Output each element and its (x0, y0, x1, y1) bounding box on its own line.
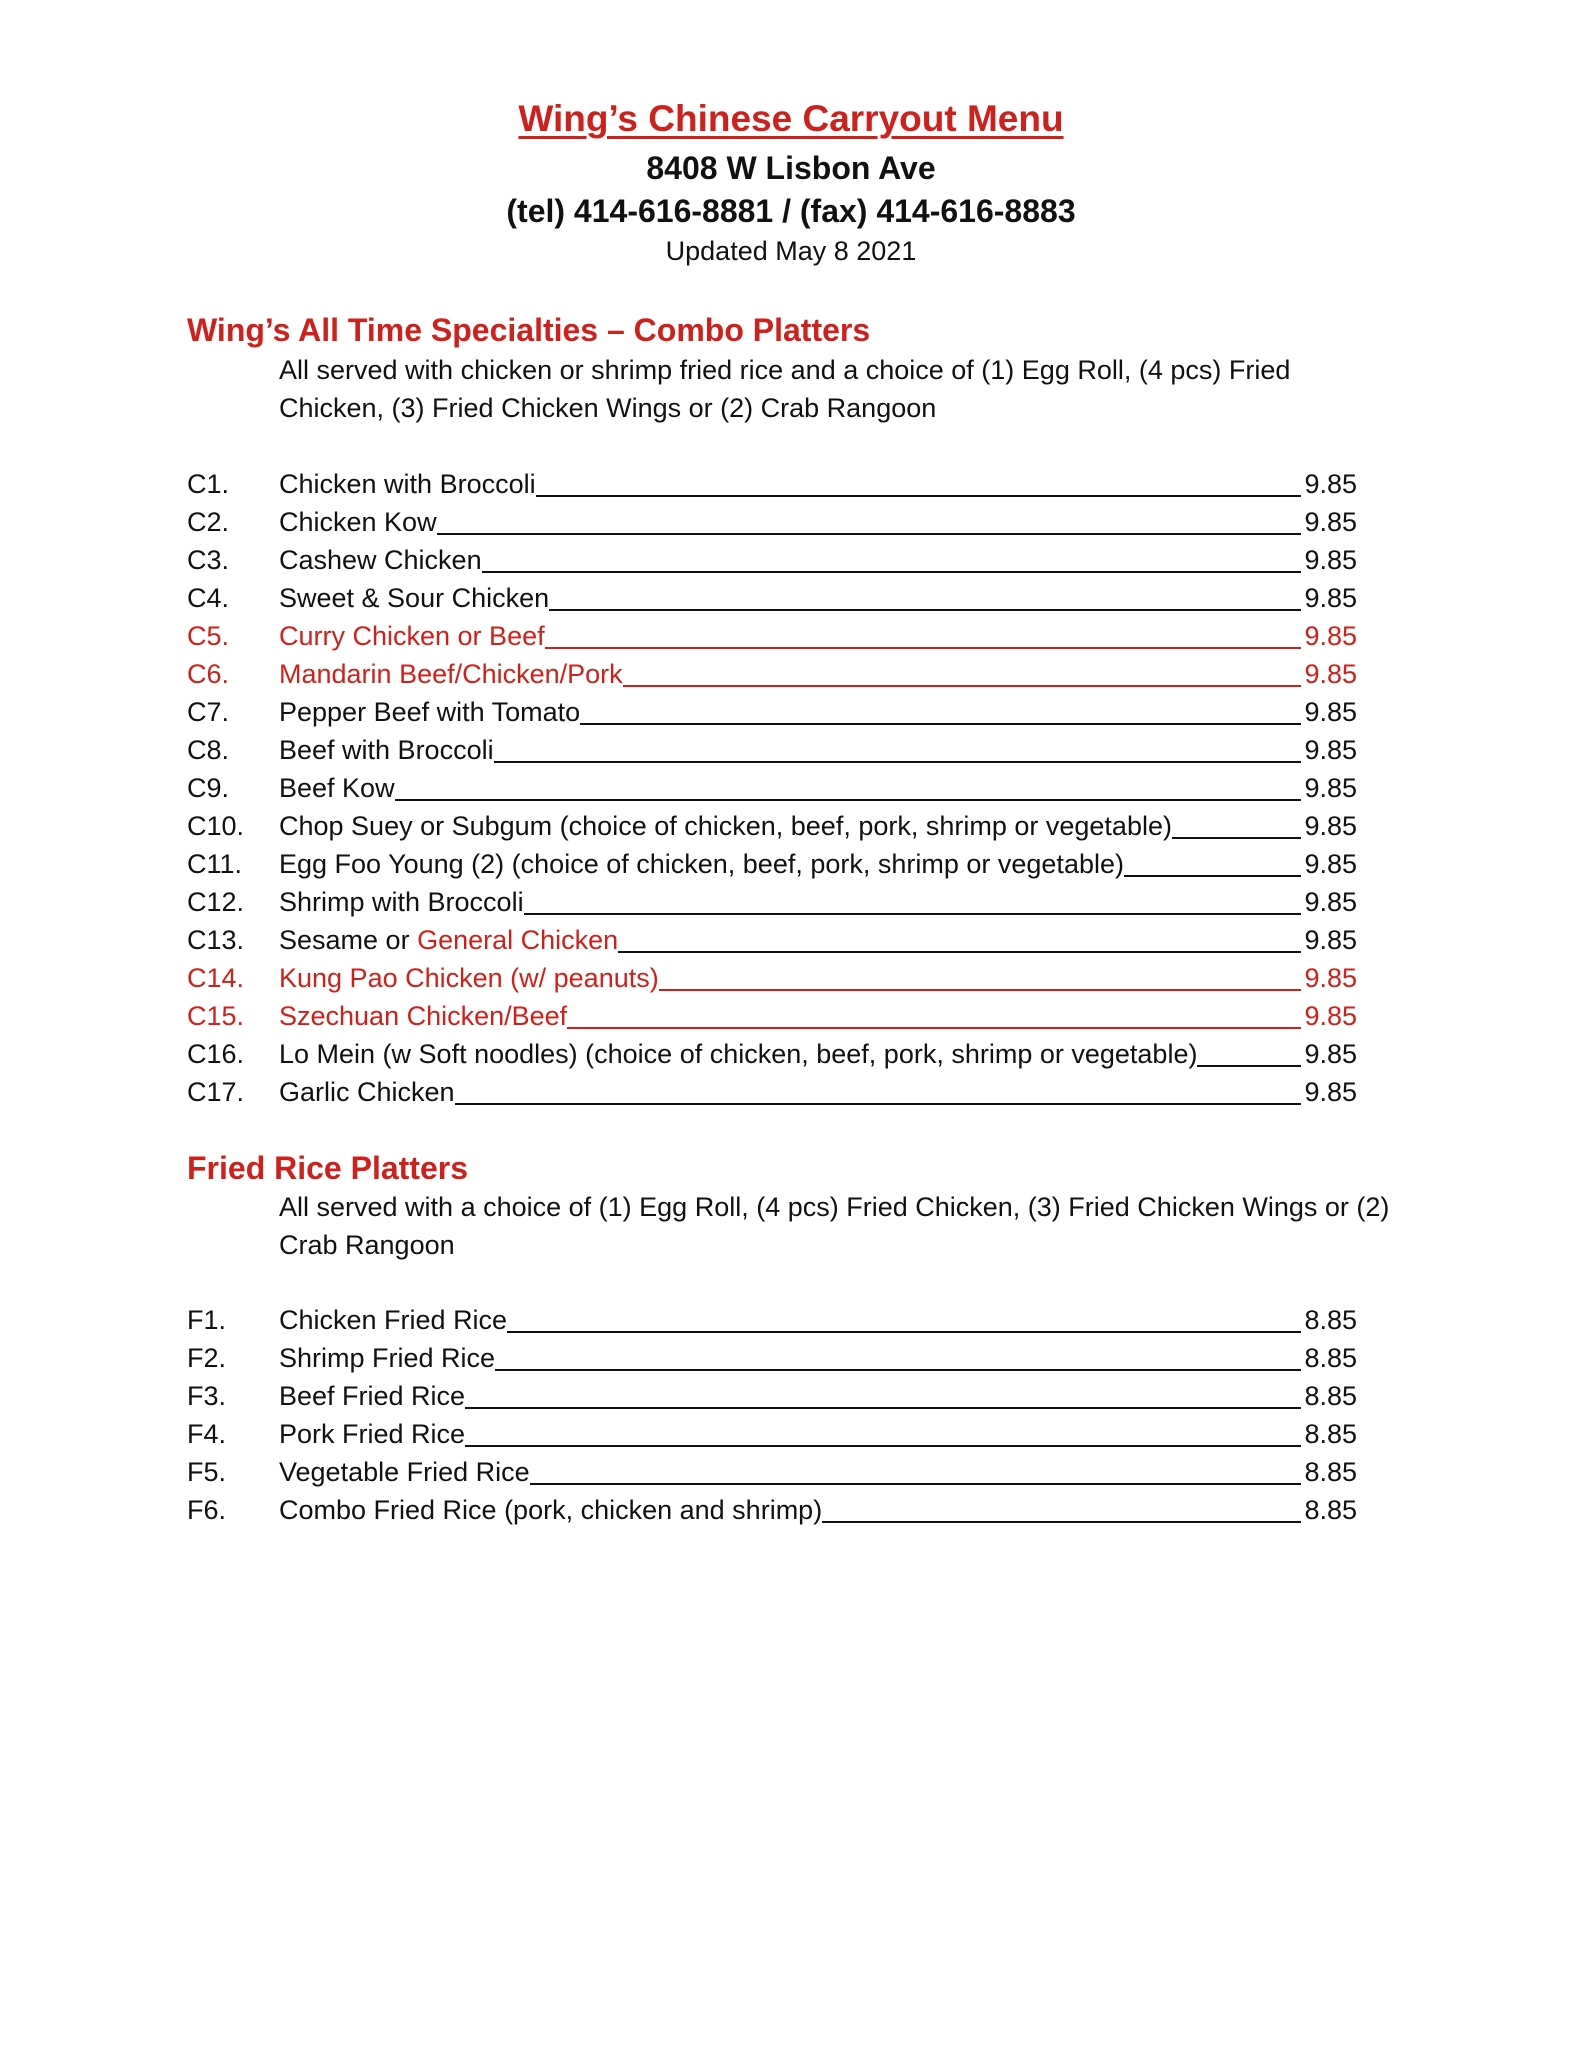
menu-item-row (187, 536, 1357, 574)
dotted-leader-line (623, 685, 1301, 687)
dotted-leader-line (465, 1407, 1301, 1409)
menu-item-code: C8. (187, 735, 230, 765)
menu-item-name (279, 737, 494, 764)
menu-item-price: 9.85 (1304, 773, 1357, 803)
menu-item-row (187, 460, 1357, 498)
menu-item-row (187, 1030, 1357, 1068)
menu-item-name-part: General Chicken (417, 925, 619, 955)
menu-item-code: C7. (187, 697, 230, 727)
menu-item-code: F3. (187, 1381, 227, 1411)
menu-item-name (279, 699, 580, 726)
menu-item-row (187, 840, 1357, 878)
menu-item-code: C12. (187, 887, 245, 917)
dotted-leader-line (530, 1483, 1301, 1485)
menu-item-name (279, 509, 437, 536)
menu-item-code: C6. (187, 659, 230, 689)
menu-item-name (279, 889, 524, 916)
dotted-leader-line (495, 1369, 1301, 1371)
menu-item-code: C17. (187, 1077, 245, 1107)
menu-item-code: C3. (187, 545, 230, 575)
menu-item-row (187, 612, 1357, 650)
menu-item-name-part: Chicken Fried Rice (279, 1305, 508, 1335)
menu-item-row (187, 574, 1357, 612)
menu-item-price: 9.85 (1304, 659, 1357, 689)
menu-item-name (279, 1459, 530, 1486)
menu-item-price: 8.85 (1304, 1495, 1357, 1525)
menu-item-name (279, 1345, 495, 1372)
menu-item-price: 9.85 (1304, 811, 1357, 841)
menu-item-row (187, 992, 1357, 1030)
menu-item-name-part: Sweet & Sour Chicken (279, 583, 550, 613)
menu-item-name (279, 813, 1172, 840)
menu-item-code: C14. (187, 963, 245, 993)
menu-item-price: 8.85 (1304, 1457, 1357, 1487)
menu-item-name-part: Pork Fried Rice (279, 1419, 466, 1449)
menu-item-name-part: Egg Foo Young (2) (choice of chicken, beef, pork, shrimp or vegetable) (279, 849, 1124, 879)
menu-item-row (187, 916, 1357, 954)
menu-item-name-part: Beef with Broccoli (279, 735, 494, 765)
menu-item-name (279, 1041, 1197, 1068)
menu-item-name (279, 585, 549, 612)
dotted-leader-line (494, 761, 1301, 763)
combo-item-list (187, 460, 1357, 1106)
menu-item-row (187, 954, 1357, 992)
menu-item-name (279, 1003, 567, 1030)
menu-item-code: F6. (187, 1495, 227, 1525)
menu-item-code: F1. (187, 1305, 227, 1335)
fried-rice-section-description: All served with a choice of (1) Egg Roll, (4 pcs) Fried Chicken, (3) Fried Chicken Wings or (2) Crab Rangoon (279, 1192, 1390, 1260)
menu-item-code: C2. (187, 507, 230, 537)
menu-item-name-part: Kung Pao Chicken (w/ peanuts) (279, 963, 659, 993)
menu-item-price: 9.85 (1304, 963, 1357, 993)
fried-rice-item-list (187, 1296, 1357, 1524)
dotted-leader-line (580, 723, 1301, 725)
dotted-leader-line (618, 951, 1301, 953)
dotted-leader-line (395, 799, 1301, 801)
dotted-leader-line (455, 1103, 1301, 1105)
menu-item-name-part: Mandarin Beef/Chicken/Pork (279, 659, 623, 689)
menu-item-price: 8.85 (1304, 1381, 1357, 1411)
menu-item-price: 9.85 (1304, 1001, 1357, 1031)
dotted-leader-line (659, 989, 1301, 991)
menu-item-row (187, 764, 1357, 802)
menu-title: Wing’s Chinese Carryout Menu (518, 98, 1064, 139)
menu-item-row (187, 1334, 1357, 1372)
menu-item-row (187, 498, 1357, 536)
menu-item-row (187, 1296, 1357, 1334)
menu-item-name-part: Garlic Chicken (279, 1077, 455, 1107)
menu-item-code: C1. (187, 469, 230, 499)
menu-item-price: 9.85 (1304, 545, 1357, 575)
menu-item-row (187, 1486, 1357, 1524)
menu-item-name (279, 1497, 822, 1524)
menu-item-code: C5. (187, 621, 230, 651)
menu-item-price: 9.85 (1304, 1077, 1357, 1107)
menu-item-price: 9.85 (1304, 621, 1357, 651)
menu-item-name-part: Cashew Chicken (279, 545, 482, 575)
menu-item-price: 9.85 (1304, 887, 1357, 917)
menu-item-name (279, 1421, 465, 1448)
menu-item-price: 9.85 (1304, 1039, 1357, 1069)
menu-item-name (279, 623, 545, 650)
dotted-leader-line (567, 1027, 1301, 1029)
menu-item-name (279, 1079, 455, 1106)
menu-item-name-part: Vegetable Fried Rice (279, 1457, 530, 1487)
menu-item-price: 9.85 (1304, 735, 1357, 765)
menu-item-price: 9.85 (1304, 469, 1357, 499)
menu-item-price: 8.85 (1304, 1419, 1357, 1449)
menu-item-name (279, 851, 1124, 878)
menu-item-code: C4. (187, 583, 230, 613)
menu-item-code: C9. (187, 773, 230, 803)
dotted-leader-line (536, 495, 1301, 497)
menu-item-name (279, 965, 659, 992)
menu-item-price: 9.85 (1304, 925, 1357, 955)
menu-item-row (187, 878, 1357, 916)
menu-item-name-part: Chop Suey or Subgum (choice of chicken, beef, pork, shrimp or vegetable) (279, 811, 1172, 841)
menu-item-code: C16. (187, 1039, 245, 1069)
restaurant-address: 8408 W Lisbon Ave (646, 150, 936, 186)
combo-section-description: All served with chicken or shrimp fried rice and a choice of (1) Egg Roll, (4 pcs) Fried Chicken, (3) Fried Chicken Wings or (2) Crab Rangoon (279, 355, 1291, 423)
dotted-leader-line (524, 913, 1301, 915)
menu-item-code: F2. (187, 1343, 227, 1373)
menu-item-price: 8.85 (1304, 1305, 1357, 1335)
menu-item-code: C13. (187, 925, 245, 955)
menu-item-name (279, 927, 618, 954)
menu-item-code: C11. (187, 849, 243, 879)
dotted-leader-line (465, 1445, 1301, 1447)
menu-item-name-part: Shrimp with Broccoli (279, 887, 524, 917)
menu-item-name-part: Chicken Kow (279, 507, 437, 537)
dotted-leader-line (507, 1331, 1301, 1333)
dotted-leader-line (1197, 1065, 1301, 1067)
menu-item-name-part: Sesame or (279, 925, 418, 955)
menu-item-row (187, 1068, 1357, 1106)
menu-item-name (279, 1383, 465, 1410)
menu-item-name-part: Beef Kow (279, 773, 395, 803)
menu-item-row (187, 1448, 1357, 1486)
dotted-leader-line (822, 1521, 1301, 1523)
updated-date: Updated May 8 2021 (665, 236, 917, 266)
menu-item-row (187, 1410, 1357, 1448)
menu-item-name-part: Chicken with Broccoli (279, 469, 536, 499)
menu-item-name (279, 547, 482, 574)
menu-item-price: 9.85 (1304, 849, 1357, 879)
menu-item-row (187, 688, 1357, 726)
dotted-leader-line (545, 647, 1301, 649)
menu-item-name-part: Combo Fried Rice (pork, chicken and shrimp) (279, 1495, 823, 1525)
dotted-leader-line (482, 571, 1301, 573)
menu-item-name (279, 661, 623, 688)
dotted-leader-line (437, 533, 1301, 535)
menu-item-price: 9.85 (1304, 697, 1357, 727)
phone-fax-numbers: (tel) 414-616-8881 / (fax) 414-616-8883 (506, 193, 1076, 229)
menu-item-row (187, 726, 1357, 764)
menu-item-name-part: Beef Fried Rice (279, 1381, 466, 1411)
menu-item-name (279, 1307, 507, 1334)
menu-item-name-part: Shrimp Fried Rice (279, 1343, 496, 1373)
menu-item-code: C15. (187, 1001, 245, 1031)
menu-item-code: C10. (187, 811, 245, 841)
menu-item-price: 9.85 (1304, 583, 1357, 613)
menu-item-price: 9.85 (1304, 507, 1357, 537)
fried-rice-section-title: Fried Rice Platters (187, 1150, 468, 1186)
dotted-leader-line (549, 609, 1301, 611)
menu-item-name (279, 775, 395, 802)
menu-item-name-part: Szechuan Chicken/Beef (279, 1001, 568, 1031)
dotted-leader-line (1124, 875, 1301, 877)
menu-item-name-part: Curry Chicken or Beef (279, 621, 545, 651)
menu-item-name (279, 471, 536, 498)
combo-section-title: Wing’s All Time Specialties – Combo Platters (187, 312, 871, 348)
menu-item-code: F4. (187, 1419, 227, 1449)
menu-item-price: 8.85 (1304, 1343, 1357, 1373)
menu-item-name-part: Lo Mein (w Soft noodles) (choice of chicken, beef, pork, shrimp or vegetable) (279, 1039, 1198, 1069)
dotted-leader-line (1172, 837, 1301, 839)
menu-item-code: F5. (187, 1457, 227, 1487)
menu-item-row (187, 1372, 1357, 1410)
menu-item-name-part: Pepper Beef with Tomato (279, 697, 581, 727)
menu-item-row (187, 650, 1357, 688)
menu-item-row (187, 802, 1357, 840)
